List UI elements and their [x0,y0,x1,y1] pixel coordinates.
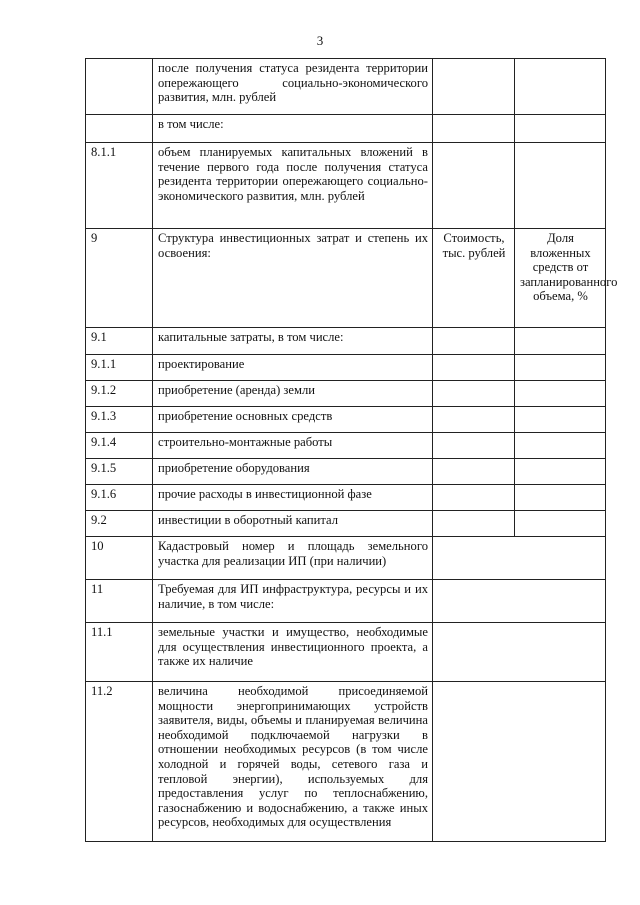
table-row [86,459,606,485]
value-cell [433,537,606,580]
share-cell [515,143,606,229]
table-row [86,381,606,407]
row-number: 9.2 [86,511,153,537]
row-number [86,59,153,115]
cost-cell [433,485,515,511]
row-number: 9.1.5 [86,459,153,485]
cost-cell [433,115,515,143]
row-description: приобретение основных средств [153,407,433,433]
row-number: 9 [86,229,153,328]
row-number: 9.1.6 [86,485,153,511]
row-number: 9.1.2 [86,381,153,407]
table-row [86,407,606,433]
row-description: капитальные затраты, в том числе: [153,328,433,355]
cost-cell [433,407,515,433]
page-number: 3 [316,33,324,48]
share-cell [515,381,606,407]
table-row [86,355,606,381]
cost-cell [433,143,515,229]
table-row [86,143,606,229]
share-cell [515,433,606,459]
share-cell [515,407,606,433]
row-description: объем планируемых капитальных вложений в течение первого года после получения статуса резидента территории опережающего социально-экономического развития, млн. рублей [153,143,433,229]
share-cell [515,115,606,143]
row-description: инвестиции в оборотный капитал [153,511,433,537]
cost-cell [433,355,515,381]
cost-cell [433,433,515,459]
row-description: после получения статуса резидента территории опережающего социально-экономического развития, млн. рублей [153,59,433,115]
table-row [86,433,606,459]
row-description: приобретение (аренда) земли [153,381,433,407]
row-number [86,115,153,143]
cost-cell [433,511,515,537]
cost-cell [433,459,515,485]
share-cell [515,485,606,511]
row-number: 9.1.4 [86,433,153,459]
share-cell [515,328,606,355]
share-cell [515,511,606,537]
value-cell [433,682,606,842]
share-column-header: Доля вложенных средств от запланированного объема, % [515,229,606,328]
row-description: проектирование [153,355,433,381]
application-form-table [85,58,618,842]
share-cell [515,355,606,381]
row-number: 9.1 [86,328,153,355]
table-row [86,623,606,682]
row-number: 11.1 [86,623,153,682]
value-cell [433,580,606,623]
table-row [86,537,606,580]
row-number: 8.1.1 [86,143,153,229]
share-cell [515,459,606,485]
row-description: строительно-монтажные работы [153,433,433,459]
cost-cell [433,328,515,355]
row-description: Требуемая для ИП инфраструктура, ресурсы и их наличие, в том числе: [153,580,433,623]
row-description: Кадастровый номер и площадь земельного участка для реализации ИП (при наличии) [153,537,433,580]
table-row [86,682,606,842]
row-description: прочие расходы в инвестиционной фазе [153,485,433,511]
table-row [86,59,606,115]
row-description: Структура инвестиционных затрат и степень их освоения: [153,229,433,328]
cost-column-header: Стоимость, тыс. рублей [433,229,515,328]
row-number: 9.1.3 [86,407,153,433]
value-cell [433,623,606,682]
table-row [86,229,606,328]
row-description: земельные участки и имущество, необходимые для осуществления инвестиционного проекта, а также их наличие [153,623,433,682]
table-row [86,580,606,623]
row-number: 11 [86,580,153,623]
table-row [86,511,606,537]
table-row [86,485,606,511]
share-cell [515,59,606,115]
table-row [86,328,606,355]
row-description: в том числе: [153,115,433,143]
cost-cell [433,381,515,407]
row-number: 9.1.1 [86,355,153,381]
cost-cell [433,59,515,115]
row-description: величина необходимой присоединяемой мощности энергопринимающих устройств заявителя, виды, объемы и планируемая величина необходимой подключаемой нагрузки в отношении необходимых ресурсов (в том числе холодной и горячей воды, сетевого газа и тепловой энергии), используемых для предоставления услуг по теплоснабжению, газоснабжению и водоснабжению, а также иных ресурсов, необходимых для осуществления [153,682,433,842]
row-number: 11.2 [86,682,153,842]
row-number: 10 [86,537,153,580]
table-row [86,115,606,143]
row-description: приобретение оборудования [153,459,433,485]
